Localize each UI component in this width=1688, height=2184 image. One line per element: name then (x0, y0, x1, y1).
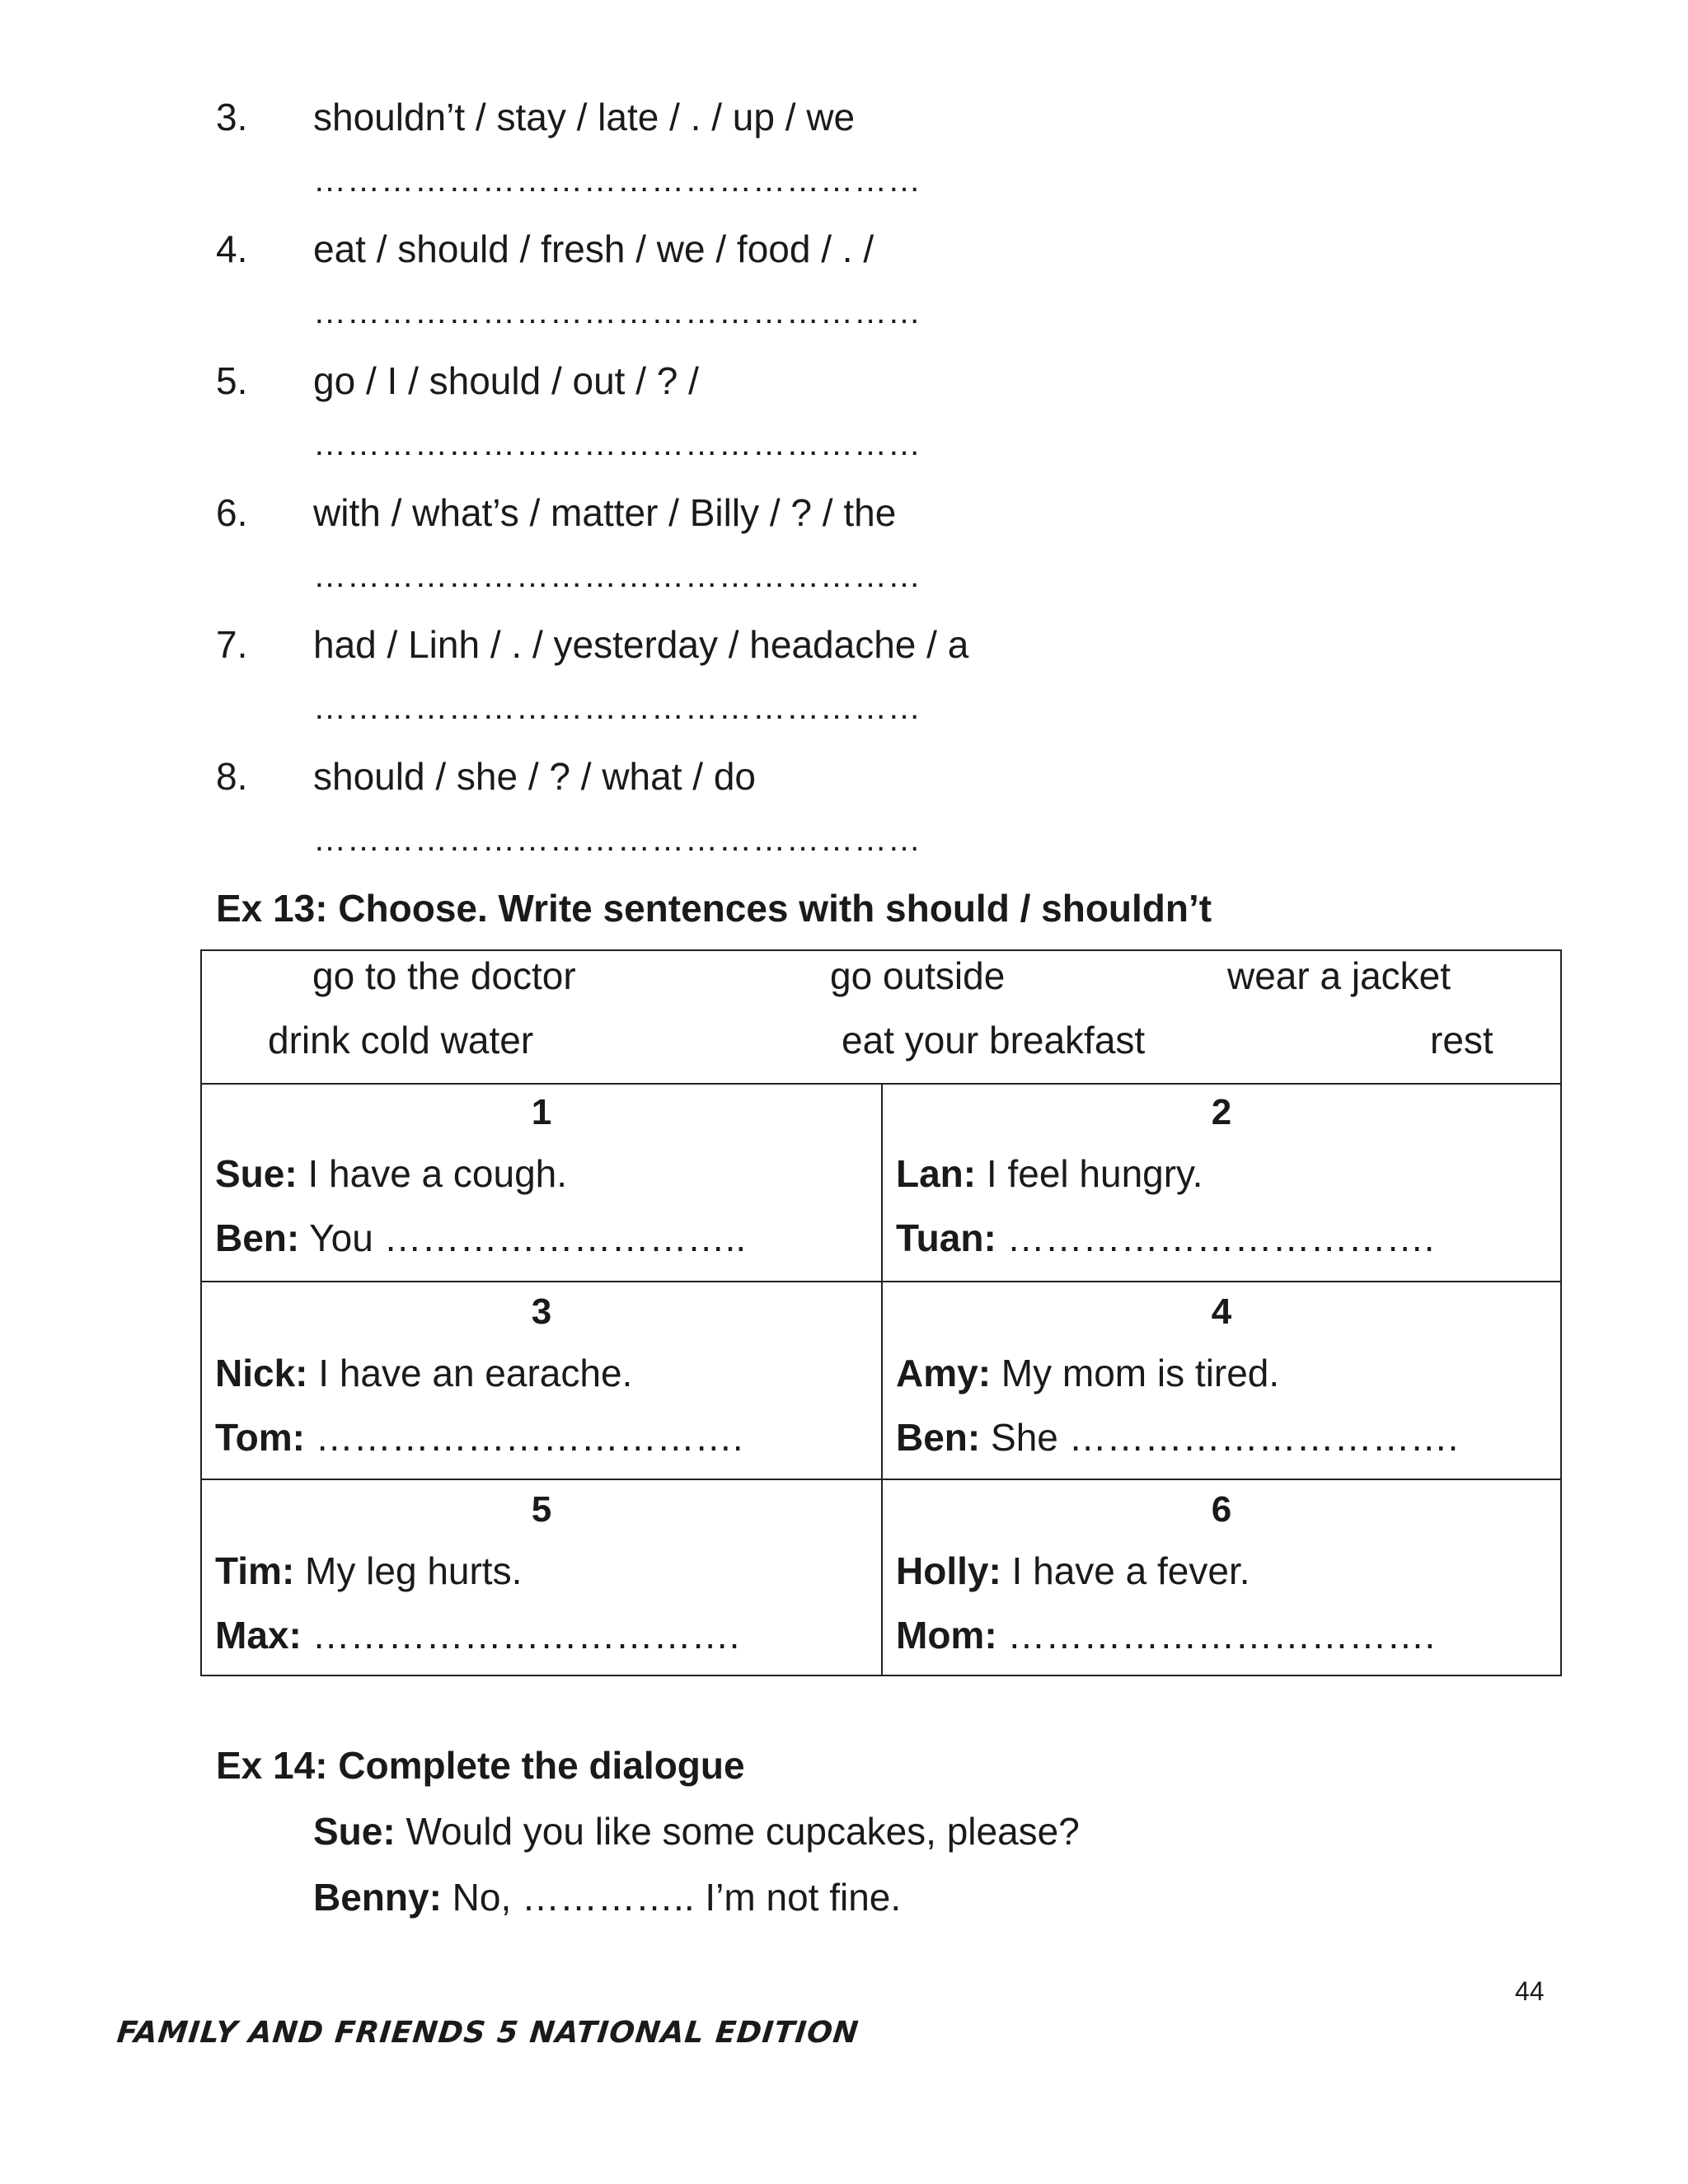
scrambled-words: go / I / should / out / ? / (313, 359, 699, 402)
dialogue-line (896, 1149, 1203, 1198)
speaker-name: Amy: (896, 1352, 992, 1394)
speaker-name: Ben: (215, 1216, 300, 1259)
advice-table (200, 949, 1562, 1676)
item-number: 3. (216, 96, 248, 138)
answer-blank[interactable]: ……………………………. (996, 1614, 1436, 1657)
dialogue-line[interactable] (313, 1872, 901, 1922)
page-number: 44 (1515, 1976, 1545, 2006)
speaker-name: Sue: (313, 1810, 396, 1853)
list-item (216, 356, 1205, 488)
dialogue-line[interactable] (896, 1213, 1434, 1263)
item-number: 6. (216, 491, 248, 534)
dialogue-line[interactable] (215, 1213, 746, 1263)
cell-number: 3 (531, 1291, 552, 1332)
word-bank (202, 951, 1560, 1085)
item-number: 5. (216, 359, 248, 402)
scrambled-words: shouldn’t / stay / late / . / up / we (313, 96, 856, 138)
word-bank-item: wear a jacket (1227, 954, 1451, 997)
dialogue-text: My mom is tired. (991, 1352, 1280, 1394)
answer-blank[interactable]: ……………………………. (305, 1416, 743, 1459)
scrambled-words: eat / should / fresh / we / food / . / (313, 227, 874, 270)
answer-blank[interactable]: ……………………………………………… (313, 690, 921, 726)
word-bank-item: go outside (830, 954, 1006, 997)
word-bank-item: eat your breakfast (842, 1019, 1146, 1062)
dialogue-text: I have an earache. (307, 1352, 633, 1394)
speaker-name: Tom: (215, 1416, 306, 1459)
cell-number: 4 (1211, 1291, 1232, 1332)
cell-number: 6 (1211, 1489, 1232, 1530)
dialogue-cell (881, 1281, 1560, 1479)
dialogue-cell (202, 1479, 881, 1676)
exercise-13-heading: Ex 13: Choose. Write sentences with should / shouldn’t (216, 887, 1212, 930)
scrambled-words: should / she / ? / what / do (313, 755, 756, 798)
answer-blank[interactable]: ……………………………………………… (313, 558, 921, 594)
dialogue-cell (881, 1479, 1560, 1676)
reorder-exercise-list (216, 92, 1205, 883)
dialogue-text: I have a fever. (1001, 1549, 1250, 1592)
dialogue-line (215, 1149, 567, 1198)
speaker-name: Holly: (896, 1549, 1001, 1592)
speaker-name: Tuan: (896, 1216, 996, 1259)
speaker-name: Ben: (896, 1416, 981, 1459)
word-bank-item: rest (1430, 1019, 1493, 1062)
dialogue-line[interactable] (215, 1610, 739, 1660)
speaker-name: Lan: (896, 1152, 977, 1195)
answer-blank[interactable]: ……………………………. (301, 1614, 740, 1657)
dialogue-line (215, 1546, 522, 1596)
scrambled-words: had / Linh / . / yesterday / headache / a (313, 623, 969, 666)
dialogue-line[interactable] (896, 1610, 1435, 1660)
dialogue-cell (881, 1083, 1560, 1281)
speaker-name: Benny: (313, 1876, 442, 1919)
speaker-name: Mom: (896, 1614, 997, 1657)
answer-blank[interactable]: ……………………………………………… (313, 426, 921, 462)
dialogue-line (313, 1807, 1080, 1856)
dialogue-line[interactable] (896, 1413, 1458, 1462)
list-item (216, 92, 1205, 224)
dialogue-text: Would you like some cupcakes, please? (395, 1810, 1080, 1853)
dialogue-line[interactable] (215, 1413, 743, 1462)
cell-number: 2 (1211, 1092, 1232, 1132)
speaker-name: Sue: (215, 1152, 298, 1195)
word-bank-item: go to the doctor (312, 954, 576, 997)
dialogue-text: My leg hurts. (294, 1549, 523, 1592)
cell-number: 1 (531, 1092, 552, 1132)
footer-brand-title: FAMILY AND FRIENDS 5 NATIONAL EDITION (115, 2016, 861, 2050)
dialogue-line (215, 1348, 632, 1398)
speaker-name: Tim: (215, 1549, 295, 1592)
dialogue-grid (202, 1083, 1560, 1676)
dialogue-line (896, 1348, 1279, 1398)
speaker-name: Nick: (215, 1352, 308, 1394)
answer-blank[interactable]: ……………………………………………… (313, 294, 921, 330)
cell-number: 5 (531, 1489, 552, 1530)
item-number: 4. (216, 227, 248, 270)
dialogue-text-with-blank[interactable]: No, ………….. I’m not fine. (441, 1876, 902, 1919)
list-item (216, 488, 1205, 620)
answer-blank[interactable]: ……………………………………………… (313, 162, 921, 199)
list-item (216, 620, 1205, 752)
speaker-name: Max: (215, 1614, 302, 1657)
answer-blank[interactable]: ……………………………. (996, 1216, 1435, 1259)
dialogue-text: I feel hungry. (976, 1152, 1203, 1195)
scrambled-words: with / what’s / matter / Billy / ? / the (313, 491, 897, 534)
dialogue-cell (202, 1083, 881, 1281)
dialogue-cell (202, 1281, 881, 1479)
word-bank-item: drink cold water (268, 1019, 534, 1062)
list-item (216, 752, 1205, 883)
dialogue-text: I have a cough. (297, 1152, 568, 1195)
answer-blank[interactable]: ……………………………………………… (313, 822, 921, 858)
item-number: 7. (216, 623, 248, 666)
dialogue-line (896, 1546, 1250, 1596)
exercise-14-heading: Ex 14: Complete the dialogue (216, 1744, 745, 1787)
answer-blank[interactable]: She …………………………. (980, 1416, 1459, 1459)
list-item (216, 224, 1205, 356)
item-number: 8. (216, 755, 248, 798)
answer-blank[interactable]: You ……………………….. (299, 1216, 747, 1259)
